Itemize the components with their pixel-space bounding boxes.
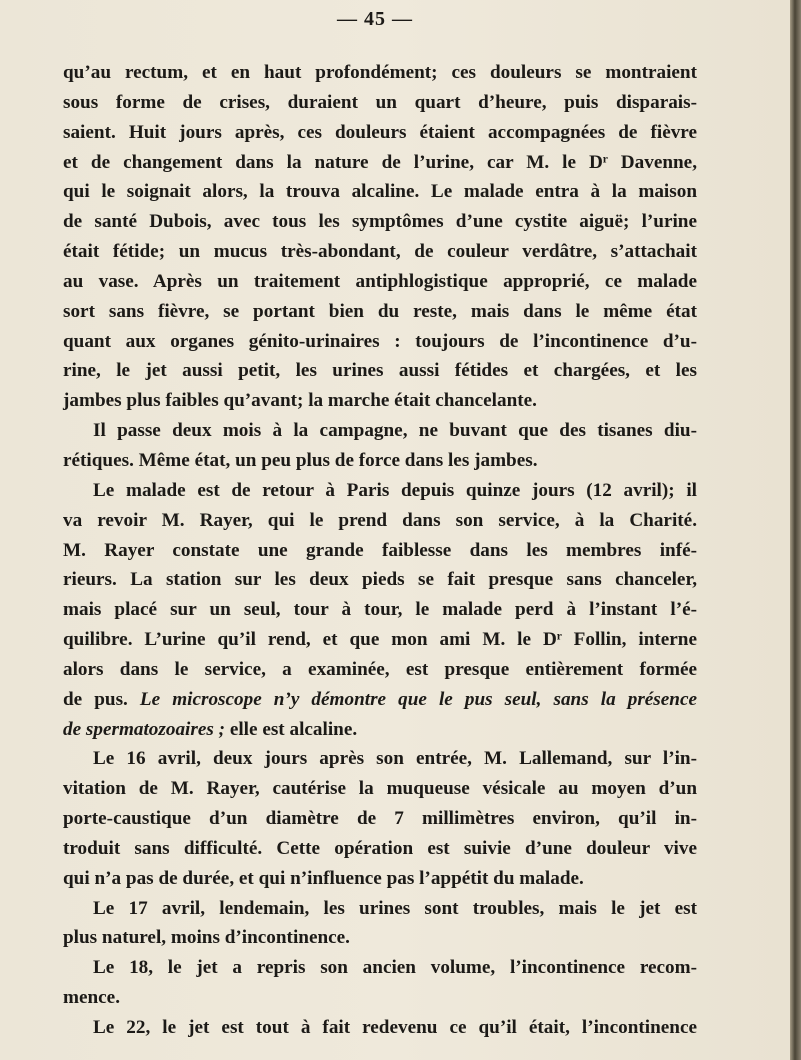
text-line: [63, 536, 697, 566]
text-line: [63, 297, 697, 327]
text-line: [63, 1013, 697, 1043]
text-segment: était fétide; un mucus très-abondant, de couleur verdâtre, s’attachait: [63, 241, 697, 263]
text-segment: mence.: [63, 987, 121, 1009]
text-segment: mais placé sur un seul, tour à tour, le malade perd à l’instant l’é-: [63, 599, 697, 621]
text-segment: Le 22, le jet est tout à fait redevenu ce qu’il était, l’incontinence: [93, 1017, 697, 1038]
text-segment: alors dans le service, a examinée, est presque entièrement formée: [63, 658, 697, 680]
text-segment: Il passe deux mois à la campagne, ne buvant que des tisanes diu-: [93, 420, 697, 442]
text-segment: Le 18, le jet a repris son ancien volume, l’incontinence recom-: [93, 957, 697, 979]
text-line: [63, 237, 697, 267]
text-line: [63, 386, 697, 416]
text-segment: qui n’a pas de durée, et qui n’influence pas l’appétit du malade.: [63, 867, 584, 889]
text-line: [63, 118, 697, 148]
text-segment: M. Rayer constate une grande faiblesse dans les membres infé-: [63, 539, 697, 561]
text-line: [63, 655, 697, 685]
text-line: [63, 923, 697, 953]
text-line: [63, 416, 697, 446]
text-line: [63, 327, 697, 357]
text-line: [63, 894, 697, 924]
text-line: [63, 88, 697, 118]
body-text: [63, 58, 697, 1043]
text-line: [63, 625, 697, 655]
text-segment: elle est alcaline.: [229, 718, 358, 740]
page-edge: [790, 0, 801, 1060]
italic-segment: Le microscope n’y démontre que le pus seul, sans la présence: [139, 688, 697, 710]
text-line: [63, 804, 697, 834]
text-segment: de pus.: [63, 688, 128, 710]
text-segment: sort sans fièvre, se portant bien du reste, mais dans le même état: [63, 300, 697, 322]
text-line: [63, 864, 697, 894]
page-number: — 45 —: [337, 8, 413, 30]
text-line: [63, 267, 697, 297]
text-segment: porte-caustique d’un diamètre de 7 millimètres environ, qu’il in-: [63, 808, 697, 830]
text-segment: au vase. Après un traitement antiphlogistique approprié, ce malade: [63, 270, 697, 292]
text-segment: de santé Dubois, avec tous les symptômes d’une cystite aiguë; l’urine: [63, 211, 697, 233]
text-segment: Le 16 avril, deux jours après son entrée, M. Lallemand, sur l’in-: [93, 748, 697, 770]
text-line: [63, 595, 697, 625]
text-segment: plus naturel, moins d’incontinence.: [63, 927, 350, 949]
text-line: [63, 565, 697, 595]
text-segment: qui le soignait alors, la trouva alcaline. Le malade entra à la maison: [63, 181, 697, 203]
text-line: [63, 58, 697, 88]
text-line: [63, 834, 697, 864]
text-line: [63, 506, 697, 536]
text-line: [63, 953, 697, 983]
text-segment: Le malade est de retour à Paris depuis quinze jours (12 avril); il: [93, 479, 697, 501]
text-line: [63, 148, 697, 178]
text-line: [63, 207, 697, 237]
text-line: [63, 715, 697, 745]
text-segment: rieurs. La station sur les deux pieds se fait presque sans chanceler,: [63, 569, 697, 591]
text-line: [63, 774, 697, 804]
text-line: [63, 177, 697, 207]
text-segment: quant aux organes génito-urinaires : toujours de l’incontinence d’u-: [63, 330, 697, 352]
text-line: [63, 476, 697, 506]
text-line: [63, 356, 697, 386]
text-segment: rine, le jet aussi petit, les urines aussi fétides et chargées, et les: [63, 360, 697, 382]
text-line: [63, 685, 697, 715]
text-segment: rétiques. Même état, un peu plus de force dans les jambes.: [63, 449, 538, 471]
text-line: [63, 983, 697, 1013]
text-segment: Le 17 avril, lendemain, les urines sont troubles, mais le jet est: [93, 897, 697, 919]
text-segment: et de changement dans la nature de l’urine, car M. le Dʳ Davenne,: [63, 151, 697, 173]
text-segment: qu’au rectum, et en haut profondément; ces douleurs se montraient: [63, 62, 697, 83]
text-segment: va revoir M. Rayer, qui le prend dans son service, à la Charité.: [63, 509, 697, 531]
text-line: [63, 446, 697, 476]
italic-segment: de spermatozoaires ;: [63, 718, 226, 740]
text-line: [63, 744, 697, 774]
text-segment: sous forme de crises, duraient un quart d’heure, puis disparais-: [63, 91, 697, 113]
text-segment: saient. Huit jours après, ces douleurs étaient accompagnées de fièvre: [63, 121, 697, 143]
text-segment: jambes plus faibles qu’avant; la marche était chancelante.: [63, 390, 537, 412]
text-segment: quilibre. L’urine qu’il rend, et que mon ami M. le Dʳ Follin, interne: [63, 629, 697, 651]
text-segment: vitation de M. Rayer, cautérise la muqueuse vésicale au moyen d’un: [63, 778, 697, 800]
text-segment: troduit sans difficulté. Cette opération est suivie d’une douleur vive: [63, 837, 697, 859]
